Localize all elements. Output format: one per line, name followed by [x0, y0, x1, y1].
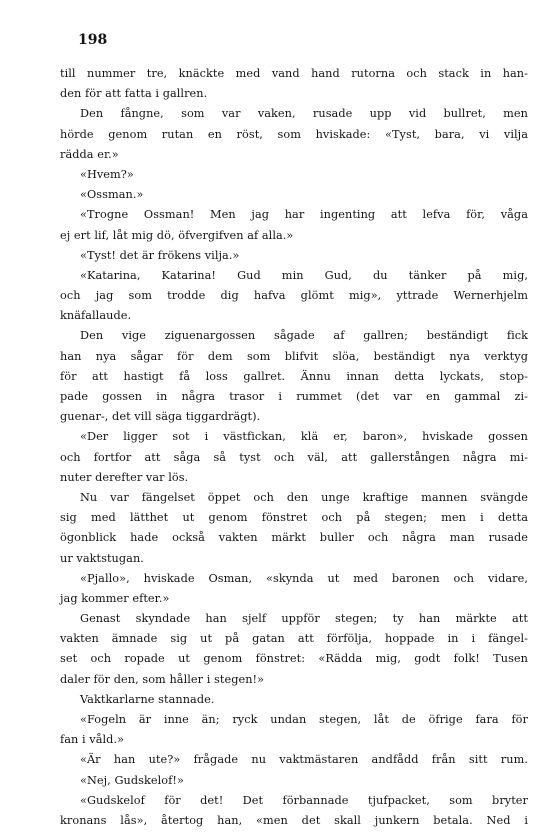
text-line: daler för den, som håller i stegen!»: [60, 672, 265, 686]
text-line: pade gossen in några trasor i rummet (det var en gammal zi-: [60, 390, 528, 403]
text-line: «Der ligger sot i västfickan, klä er, baron», hviskade gossen: [80, 430, 528, 444]
text-line: rädda er.»: [60, 147, 119, 161]
text-line: knäfallaude.: [60, 309, 132, 323]
text-line: guenar-, det vill säga tiggardrägt).: [60, 410, 261, 424]
page-number: 198: [78, 32, 108, 48]
text-line: han nya sågar för dem som blifvit slöa, beständigt nya verktyg: [60, 349, 528, 363]
text-line: vakten ämnade sig ut på gatan att förfölja, hoppade in i fängel-: [60, 632, 528, 646]
text-line: Den vige ziguenargossen sågade af gallren; beständigt fick: [80, 329, 528, 343]
text-line: «Ossman.»: [80, 188, 144, 202]
body-text: [60, 64, 528, 831]
text-line: nuter derefter var lös.: [60, 470, 189, 484]
text-line: ej ert lif, låt mig dö, öfvergifven af alla.»: [60, 228, 294, 242]
text-line: Vaktkarlarne stannade.: [80, 692, 215, 706]
text-line: och jag som trodde dig hafva glömt mig», yttrade Wernerhjelm: [60, 289, 528, 303]
text-line: ur vaktstugan.: [60, 551, 144, 565]
text-line: «Är han ute?» frågade nu vaktmästaren andfådd från sitt rum.: [80, 753, 528, 767]
text-line: Den fångne, som var vaken, rusade upp vid bullret, men: [80, 107, 528, 121]
text-line: «Fogeln är inne än; ryck undan stegen, låt de öfrige fara för: [80, 713, 528, 726]
text-line: «Gudskelof för det! Det förbannade tjufpacket, som bryter: [80, 793, 528, 807]
text-line: sig med lätthet ut genom fönstret och på stegen; men i detta: [60, 511, 528, 525]
text-line: «Pjallo», hviskade Osman, «skynda ut med baronen och vidare,: [80, 571, 528, 585]
text-line: Genast skyndade han sjelf uppför stegen; ty han märkte att: [80, 612, 528, 626]
text-line: till nummer tre, knäckte med vand hand rutorna och stack in han-: [60, 67, 528, 80]
text-line: ögonblick hade också vakten märkt buller och några man rusade: [60, 531, 528, 545]
text-line: kronans lås», återtog han, «men det skall junkern betala. Ned i: [60, 813, 528, 827]
text-line: för att hastigt få loss gallret. Ännu innan detta lyckats, stop-: [60, 369, 528, 383]
text-line: jag kommer efter.»: [60, 591, 170, 605]
text-line: «Hvem?»: [80, 167, 134, 181]
text-line: «Nej, Gudskelof!»: [80, 773, 184, 787]
text-line: set och ropade ut genom fönstret: «Rädda mig, godt folk! Tusen: [60, 652, 528, 666]
text-line: Nu var fängelset öppet och den unge kraftige mannen svängde: [80, 490, 528, 504]
text-line: «Trogne Ossman! Men jag har ingenting att lefva för, våga: [80, 208, 528, 222]
text-line: hörde genom rutan en röst, som hviskade: «Tyst, bara, vi vilja: [60, 127, 528, 141]
text-line: den för att fatta i gallren.: [60, 87, 208, 101]
text-line: «Katarina, Katarina! Gud min Gud, du tänker på mig,: [80, 268, 528, 282]
text-line: «Tyst! det är frökens vilja.»: [80, 248, 240, 262]
text-line: och fortfor att såga så tyst och väl, att gallerstången några mi-: [60, 450, 528, 464]
text-line: fan i våld.»: [60, 733, 125, 747]
